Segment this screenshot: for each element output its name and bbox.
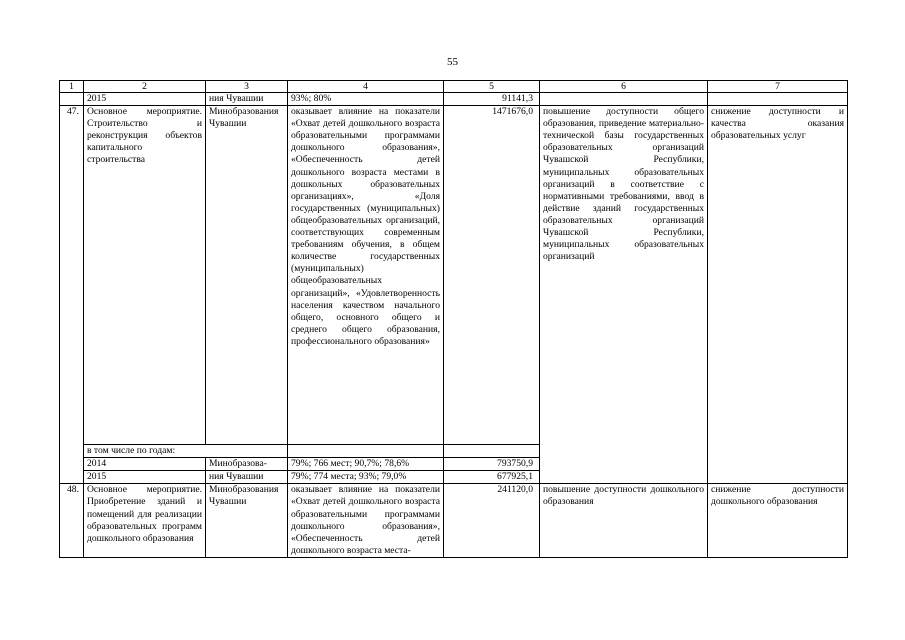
year: 2015: [84, 471, 206, 484]
table-cell: [444, 445, 540, 458]
year-amount: 793750,9: [444, 458, 540, 471]
executor: Минобразования Чувашии: [206, 106, 288, 445]
year-executor: ния Чувашии: [206, 471, 288, 484]
table-cell: 2015: [84, 93, 206, 106]
risk: снижение доступности и качества оказания образовательных услуг: [708, 106, 848, 484]
table-row-48: [60, 484, 848, 558]
header-cell: 2: [84, 81, 206, 93]
measures-table: [59, 80, 848, 558]
row-number: 48.: [60, 484, 84, 558]
table-cell: ния Чувашии: [206, 93, 288, 106]
amount: 241120,0: [444, 484, 540, 558]
expected-result: повышение доступности дошкольного образования: [540, 484, 708, 558]
table-cell: [708, 93, 848, 106]
year-amount: 677925,1: [444, 471, 540, 484]
page-number: 55: [447, 56, 458, 68]
table-cell: 93%; 80%: [288, 93, 444, 106]
header-cell: 5: [444, 81, 540, 93]
year-executor: Минобразова-: [206, 458, 288, 471]
year: 2014: [84, 458, 206, 471]
header-row: [60, 81, 848, 93]
table-cell: [540, 93, 708, 106]
header-cell: 6: [540, 81, 708, 93]
executor: Минобразования Чувашии: [206, 484, 288, 558]
table-cell: [288, 445, 444, 458]
header-cell: 4: [288, 81, 444, 93]
continuation-row: [60, 93, 848, 106]
header-cell: 1: [60, 81, 84, 93]
header-cell: 3: [206, 81, 288, 93]
year-indicators: 79%; 774 места; 93%; 79,0%: [288, 471, 444, 484]
indicators: оказывает влияние на показатели «Охват детей дошкольного возраста образовательными программами дошкольного образования», «Обеспеченность детей дошкольного возраста места-: [288, 484, 444, 558]
measure-name: Основное мероприятие. Строительство и реконструкция объектов капитального строительства: [84, 106, 206, 445]
measure-name: Основное мероприятие. Приобретение зданий и помещений для реализации образовательных программ дошкольного образования: [84, 484, 206, 558]
table-cell: [60, 93, 84, 106]
year-indicators: 79%; 766 мест; 90,7%; 78,6%: [288, 458, 444, 471]
risk: снижение доступности дошкольного образования: [708, 484, 848, 558]
row-number: 47.: [60, 106, 84, 484]
indicators: оказывает влияние на показатели «Охват детей дошкольного возраста образовательными программами дошкольного образования», «Обеспеченность детей дошкольного возраста местами в дошкольных образовательных организациях», «Доля государственных (муниципальных) общеобразовательных организаций, соответствующих современным требованиям обучения, в общем количестве государственных (муниципальных) общеобразовательных организаций», «Удовлетворенность населения качеством начального общего, основного общего и среднего общего образования, профессионального образования»: [288, 106, 444, 445]
header-cell: 7: [708, 81, 848, 93]
by-years-label: в том числе по годам:: [84, 445, 288, 458]
expected-result: повышение доступности общего образования, приведение материально-технической базы государственных образовательных организаций Чувашской Республики, муниципальных образовательных организаций в соответствие с нормативными требованиями, ввод в действие зданий государственных образовательных организаций Чувашской Республики, муниципальных образовательных организаций: [540, 106, 708, 484]
table-cell: 91141,3: [444, 93, 540, 106]
amount: 1471676,0: [444, 106, 540, 445]
table-row-47: [60, 106, 848, 445]
